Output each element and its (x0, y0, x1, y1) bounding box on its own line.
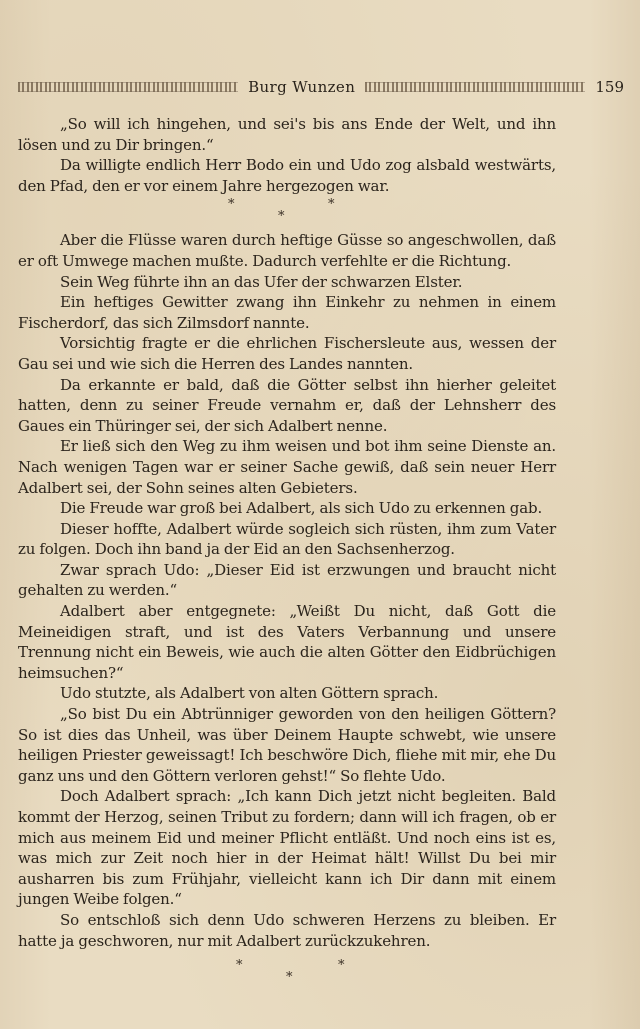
paragraph: Dieser hoffte, Adalbert würde sogleich sich rüsten, ihm zum Vater zu folgen. Doch ihn band ja der Eid an den Sachsenherzog. (18, 519, 556, 559)
page-number: 159 (595, 78, 624, 96)
body-text (18, 114, 556, 985)
paragraph: Adalbert aber entgegnete: „Weißt Du nicht, daß Gott die Meineidigen straft, und ist des Vaters Verbannung und unsere Trennung nicht ein Beweis, wie auch die alten Götter den Eidbrüchigen heimsuchen?“ (18, 602, 556, 682)
section-break-stars (18, 951, 556, 985)
section-break-stars (18, 196, 556, 230)
paragraph: Er ließ sich den Weg zu ihm weisen und bot ihm seine Dienste an. Nach wenigen Tagen war er seiner Sache gewiß, daß sein neuer Herr Adalbert sei, der Sohn seines alten Gebieters. (18, 437, 556, 497)
asterisk-divider: * (278, 209, 285, 225)
paragraph: Ein heftiges Gewitter zwang ihn Einkehr zu nehmen in einem Fischerdorf, das sich Zilmsdorf nannte. (18, 293, 556, 332)
paragraph: So entschloß sich denn Udo schweren Herzens zu bleiben. Er hatte ja geschworen, nur mit Adalbert zurückzukehren. (18, 910, 556, 950)
paragraph: „So will ich hingehen, und sei's bis ans Ende der Welt, und ihn lösen und zu Dir bringen.“ (18, 115, 556, 154)
header-ornament-right (365, 82, 585, 92)
paragraph: Da willigte endlich Herr Bodo ein und Udo zog alsbald westwärts, den Pfad, den er vor einem Jahre hergezogen war. (18, 156, 556, 195)
header-ornament-left (18, 82, 238, 92)
asterisk-divider: * (328, 197, 335, 213)
paragraph: „So bist Du ein Abtrünniger geworden von den heiligen Göttern? So ist dies das Unheil, was über Deinem Haupte schwebt, wie unsere heiligen Priester geweissagt! Ich beschwöre Dich, fliehe mit mir, ehe Du ganz uns und den Göttern verloren gehst!“ So flehte Udo. (18, 705, 556, 785)
paragraph: Zwar sprach Udo: „Dieser Eid ist erzwungen und braucht nicht gehalten zu werden.“ (18, 560, 556, 600)
paragraph: Sein Weg führte ihn an das Ufer der schwarzen Elster. (60, 272, 463, 291)
running-title: Burg Wunzen (248, 78, 356, 96)
paragraph: Vorsichtig fragte er die ehrlichen Fischersleute aus, wessen der Gau sei und wie sich die Herren des Landes nannten. (18, 334, 556, 373)
asterisk-divider: * (286, 970, 293, 986)
asterisk-divider: * (236, 958, 243, 974)
paragraph: Die Freude war groß bei Adalbert, als sich Udo zu erkennen gab. (60, 499, 543, 518)
paragraph: Doch Adalbert sprach: „Ich kann Dich jetzt nicht begleiten. Bald kommt der Herzog, seinen Tribut zu fordern; dann will ich fragen, ob er mich aus meinem Eid und meiner Pflicht entläßt. Und noch eins ist es, was mich zur Zeit noch hier in der Heimat hält! Willst Du bei mir ausharren bis zum Frühjahr, vielleicht kann ich Dir dann mit einem jungen Weibe folgen.“ (18, 787, 556, 909)
paragraph: Da erkannte er bald, daß die Götter selbst ihn hierher geleitet hatten, denn zu seiner Freude vernahm er, daß der Lehnsherr des Gaues ein Thüringer sei, der sich Adalbert nenne. (18, 375, 556, 435)
paragraph: Udo stutzte, als Adalbert von alten Göttern sprach. (60, 684, 439, 703)
paragraph: Aber die Flüsse waren durch heftige Güsse so angeschwollen, daß er oft Umwege machen mußte. Dadurch verfehlte er die Richtung. (18, 231, 556, 270)
asterisk-divider: * (228, 197, 235, 213)
running-header (18, 74, 624, 100)
asterisk-divider: * (338, 958, 345, 974)
